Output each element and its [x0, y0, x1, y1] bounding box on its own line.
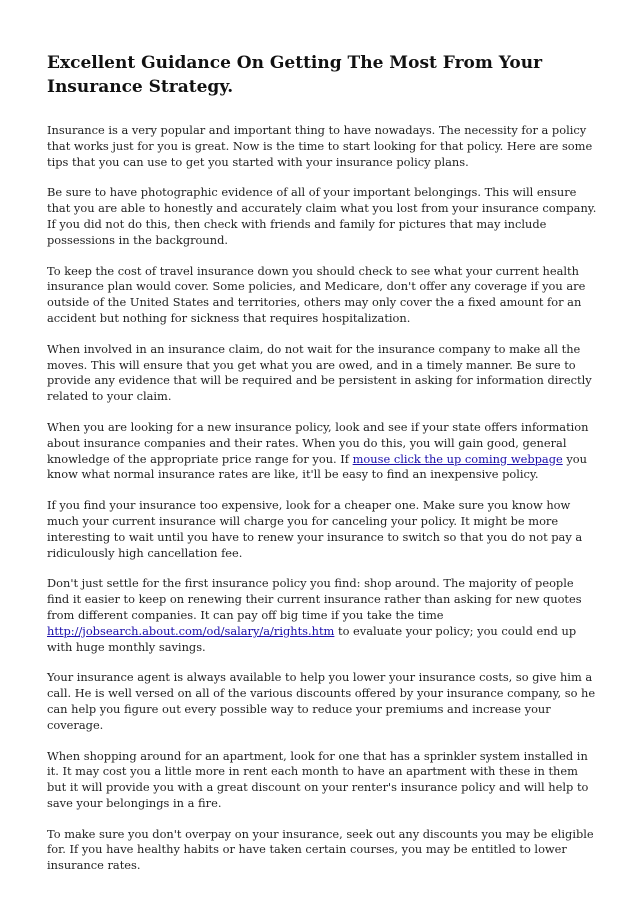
- paragraph-apartment: When shopping around for an apartment, look for one that has a sprinkler system installed in it. It may cost you a little more in rent each month to have an apartment with these in them but it will provide you with a great discount on your renter's insurance policy and will help to save your belongings in a fire.: [47, 748, 589, 810]
- paragraph-text: Don't just settle for the first insurance policy you find: shop around. The majority of people find it easier to keep on renewing their current insurance rather than asking for new quotes from different companies. It can pay off big time if you take the time: [47, 576, 582, 622]
- paragraph-travel-insurance: To keep the cost of travel insurance down you should check to see what your current health insurance plan would cover. Some policies, and Medicare, don't offer any coverage if you are outside of the United States and territories, others may only cover the a fixed amount for an accident but nothing for sickness that requires hospitalization.: [47, 263, 586, 325]
- paragraph-insurance-claim: When involved in an insurance claim, do not wait for the insurance company to make all the moves. This will ensure that you get what you are owed, and in a timely manner. Be sure to provide any evidence that will be required and be persistent in asking for information directly related to your claim.: [47, 341, 592, 404]
- jobsearch-link[interactable]: http://jobsearch.about.com/od/salary/a/rights.htm: [47, 623, 335, 638]
- paragraph-shop-around: [47, 576, 598, 655]
- paragraph-text: you know what normal insurance rates are like, it'll be easy to find an inexpensive policy.: [47, 451, 587, 482]
- paragraph-text: to evaluate your policy; you could end up with huge monthly savings.: [47, 623, 577, 654]
- paragraph-photographic-evidence: Be sure to have photographic evidence of all of your important belongings. This will ensure that you are able to honestly and accurately claim what you lost from your insurance company. If you did not do this, then check with friends and family for pictures that may include possessions in the background.: [47, 185, 597, 247]
- page-title: Excellent Guidance On Getting The Most From Your Insurance Strategy.: [47, 53, 543, 97]
- paragraph-insurance-agent: Your insurance agent is always available to help you lower your insurance costs, so give him a call. He is well versed on all of the various discounts offered by your insurance company, so he can help you figure out every possible way to reduce your premiums and increase your coverage.: [47, 670, 596, 732]
- paragraph-discounts: To make sure you don't overpay on your insurance, seek out any discounts you may be eligible for. If you have healthy habits or have taken certain courses, you may be entitled to lower insurance rates.: [47, 826, 594, 873]
- webpage-link[interactable]: mouse click the up coming webpage: [352, 451, 563, 466]
- paragraph-state-information: [47, 420, 598, 483]
- paragraph-text: When you are looking for a new insurance policy, look and see if your state offers information about insurance companies and their rates. When you do this, you will gain good, general knowledge of the appropriate price range for you. If: [47, 419, 589, 466]
- paragraph-too-expensive: If you find your insurance too expensive, look for a cheaper one. Make sure you know how much your current insurance will charge you for canceling your policy. It might be more interesting to wait until you have to renew your insurance to switch so that you do not pay a ridiculously high cancellation fee.: [47, 498, 583, 560]
- paragraph-intro: Insurance is a very popular and important thing to have nowadays. The necessity for a policy that works just for you is great. Now is the time to start looking for that policy. Here are some tips that you can use to get you started with your insurance policy plans.: [47, 123, 593, 169]
